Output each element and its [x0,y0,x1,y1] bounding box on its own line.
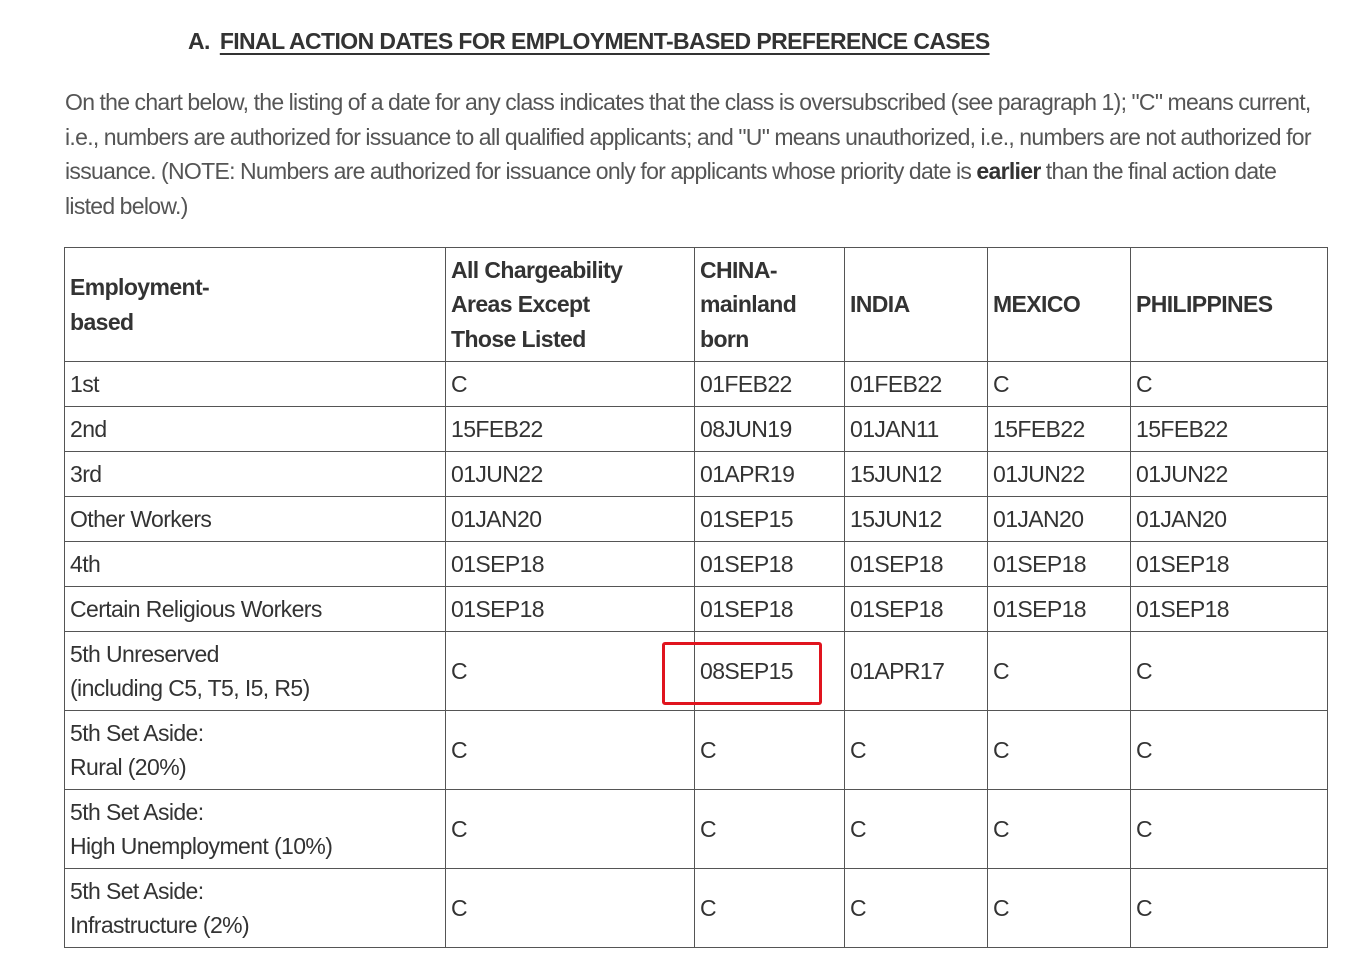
date-cell: 01SEP18 [695,542,845,587]
date-cell: C [446,362,695,407]
header-line: born [700,325,749,352]
date-cell: 01SEP18 [845,587,988,632]
date-cell: C [695,790,845,869]
table-body [65,362,1328,948]
date-cell: 01SEP18 [695,587,845,632]
date-cell: C [845,711,988,790]
table-header-row [65,248,1328,362]
category-cell [65,542,446,587]
final-action-dates-table [64,247,1328,948]
category-line: 2nd [70,415,107,442]
date-cell: 01SEP18 [845,542,988,587]
header-line: Areas Except [451,291,590,318]
category-line: 5th Set Aside: [70,798,204,825]
category-line: 1st [70,370,99,397]
category-line: 5th Set Aside: [70,719,204,746]
category-line: High Unemployment (10%) [70,833,333,859]
header-mexico [988,248,1131,362]
date-cell: 01SEP18 [988,542,1131,587]
header-india [845,248,988,362]
date-cell: 08JUN19 [695,407,845,452]
date-cell: C [845,869,988,948]
header-line: Those Listed [451,325,586,352]
date-cell: 01JAN20 [988,497,1131,542]
date-cell: 01JUN22 [1131,452,1328,497]
table-row [65,362,1328,407]
date-cell: 01SEP18 [1131,542,1328,587]
header-all-chargeability [446,248,695,362]
table-row [65,542,1328,587]
category-cell [65,452,446,497]
category-cell [65,497,446,542]
table-row [65,632,1328,711]
date-cell: C [1131,869,1328,948]
date-cell: 01SEP18 [1131,587,1328,632]
date-cell: 01APR17 [845,632,988,711]
table-row [65,790,1328,869]
header-philippines [1131,248,1328,362]
date-cell: 01FEB22 [695,362,845,407]
category-line: (including C5, T5, I5, R5) [70,675,310,701]
table-row [65,497,1328,542]
header-line: PHILIPPINES [1136,291,1273,318]
header-china-mainland [695,248,845,362]
date-cell: C [446,869,695,948]
date-cell: 01APR19 [695,452,845,497]
intro-text-end: than the final action date listed below.) [65,158,1277,219]
date-cell: 01SEP18 [446,542,695,587]
table-row [65,452,1328,497]
category-cell [65,407,446,452]
date-cell: 15FEB22 [446,407,695,452]
date-cell: 01SEP18 [988,587,1131,632]
category-line: Other Workers [70,505,212,532]
date-cell: C [446,790,695,869]
highlighted-date-cell: 08SEP15 [695,632,845,711]
section-title: FINAL ACTION DATES FOR EMPLOYMENT-BASED PREFERENCE CASES [219,28,990,54]
category-line: 3rd [70,460,102,487]
table-row [65,587,1328,632]
date-cell: C [446,632,695,711]
header-line: INDIA [850,291,910,318]
date-cell: 01SEP18 [446,587,695,632]
date-cell: C [845,790,988,869]
category-cell [65,711,446,790]
intro-text: On the chart below, the listing of a date for any class indicates that the class is oversubscribed (see paragraph 1); "C" means current, i.e., numbers are authorized for issuance to all qualified applicants; and "U" means unauthorized, i.e., numbers are not authorized for issuance. (NOTE: Numbers are authorized for issuance only for applicants whose priority date is [65,89,1311,184]
header-employment-based [65,248,446,362]
category-line: Rural (20%) [70,754,187,780]
header-line: based [70,308,134,335]
date-cell: 15FEB22 [1131,407,1328,452]
category-line: 5th Unreserved [70,640,219,667]
category-line: Infrastructure (2%) [70,912,250,938]
section-letter: A. [188,28,210,54]
date-cell: C [446,711,695,790]
date-cell: 01JAN11 [845,407,988,452]
date-cell: 15FEB22 [988,407,1131,452]
table-row [65,711,1328,790]
date-cell: 15JUN12 [845,497,988,542]
section-heading [188,28,990,55]
date-cell: C [988,790,1131,869]
date-cell: 01JAN20 [446,497,695,542]
category-cell [65,790,446,869]
date-cell: 01JUN22 [988,452,1131,497]
date-cell: C [988,632,1131,711]
date-cell: C [988,869,1131,948]
header-line: MEXICO [993,291,1081,318]
date-cell: C [988,711,1131,790]
category-cell [65,587,446,632]
date-cell: 15JUN12 [845,452,988,497]
date-cell: 01SEP15 [695,497,845,542]
header-line: Employment- [70,274,210,300]
date-cell: C [988,362,1131,407]
date-cell: C [1131,632,1328,711]
header-line: mainland [700,291,797,318]
intro-paragraph [65,85,1327,223]
category-cell [65,362,446,407]
date-cell: C [1131,711,1328,790]
date-cell: C [1131,790,1328,869]
intro-bold-word: earlier [976,158,1041,184]
category-line: Certain Religious Workers [70,595,322,622]
table-row [65,407,1328,452]
header-line: All Chargeability [451,256,623,283]
date-cell: 01JAN20 [1131,497,1328,542]
date-cell: C [1131,362,1328,407]
date-cell: 01FEB22 [845,362,988,407]
date-cell: 01JUN22 [446,452,695,497]
category-line: 5th Set Aside: [70,877,204,904]
date-cell: C [695,711,845,790]
category-cell [65,869,446,948]
category-line: 4th [70,550,101,577]
header-line: CHINA- [700,256,777,283]
date-cell: C [695,869,845,948]
category-cell [65,632,446,711]
table-row [65,869,1328,948]
